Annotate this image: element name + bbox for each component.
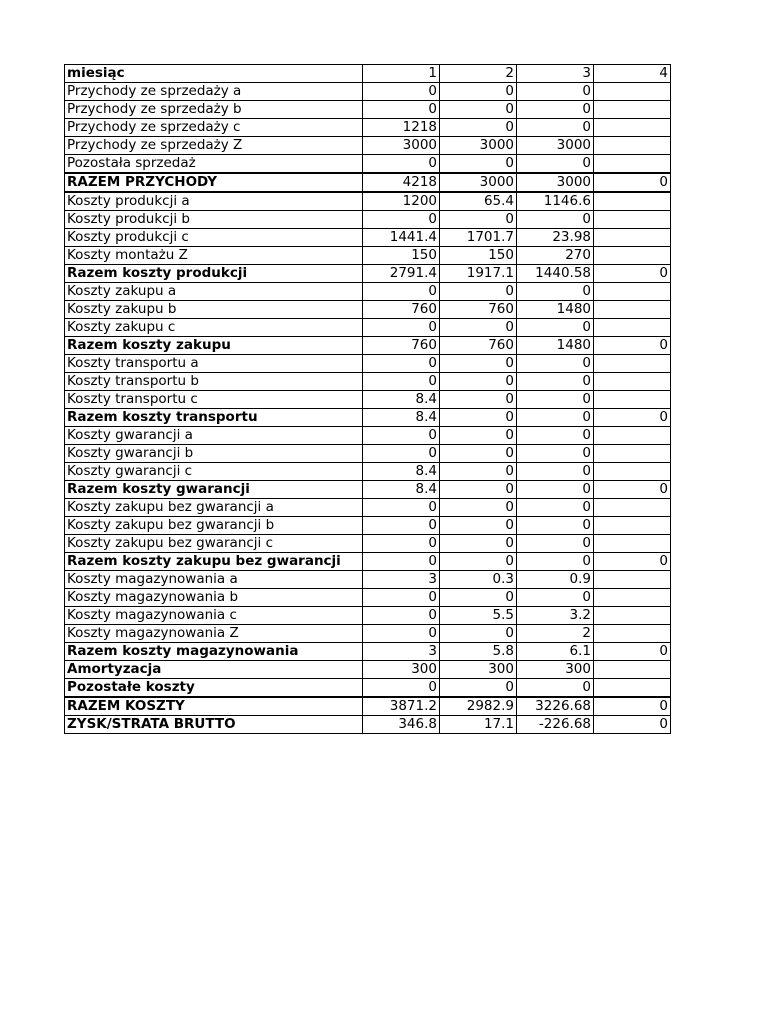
table-row bbox=[65, 571, 671, 589]
cell-month-1: 1200 bbox=[363, 192, 440, 211]
cell-month-3: 0 bbox=[517, 119, 594, 137]
table-row bbox=[65, 517, 671, 535]
cell-month-3: 270 bbox=[517, 247, 594, 265]
cell-month-3: -226.68 bbox=[517, 716, 594, 734]
cell-month-1: 1441.4 bbox=[363, 229, 440, 247]
cell-month-4 bbox=[594, 391, 671, 409]
table-row bbox=[65, 409, 671, 427]
row-label: Koszty zakupu bez gwarancji b bbox=[65, 517, 363, 535]
cell-month-1: 3000 bbox=[363, 137, 440, 155]
cell-month-4: 4 bbox=[594, 65, 671, 83]
cell-month-4 bbox=[594, 373, 671, 391]
table-row bbox=[65, 173, 671, 192]
cell-month-3: 0.9 bbox=[517, 571, 594, 589]
cell-month-3: 0 bbox=[517, 83, 594, 101]
cell-month-2: 0 bbox=[440, 101, 517, 119]
cell-month-4 bbox=[594, 625, 671, 643]
table-row bbox=[65, 155, 671, 174]
cell-month-3: 300 bbox=[517, 661, 594, 679]
table-row bbox=[65, 716, 671, 734]
row-label: Razem koszty gwarancji bbox=[65, 481, 363, 499]
cell-month-1: 346.8 bbox=[363, 716, 440, 734]
cell-month-2: 0 bbox=[440, 481, 517, 499]
cell-month-4: 0 bbox=[594, 337, 671, 355]
financial-table bbox=[64, 64, 671, 734]
cell-month-1: 150 bbox=[363, 247, 440, 265]
cell-month-4 bbox=[594, 211, 671, 229]
cell-month-2: 760 bbox=[440, 337, 517, 355]
row-label: Koszty transportu c bbox=[65, 391, 363, 409]
cell-month-3: 1480 bbox=[517, 301, 594, 319]
cell-month-3: 23.98 bbox=[517, 229, 594, 247]
cell-month-4 bbox=[594, 319, 671, 337]
cell-month-3: 0 bbox=[517, 499, 594, 517]
row-label: Koszty zakupu bez gwarancji a bbox=[65, 499, 363, 517]
cell-month-1: 0 bbox=[363, 517, 440, 535]
cell-month-2: 3000 bbox=[440, 137, 517, 155]
row-label: Razem koszty magazynowania bbox=[65, 643, 363, 661]
cell-month-3: 0 bbox=[517, 445, 594, 463]
cell-month-4: 0 bbox=[594, 409, 671, 427]
row-label: Koszty magazynowania Z bbox=[65, 625, 363, 643]
cell-month-2: 17.1 bbox=[440, 716, 517, 734]
cell-month-4 bbox=[594, 589, 671, 607]
cell-month-1: 0 bbox=[363, 373, 440, 391]
cell-month-3: 0 bbox=[517, 535, 594, 553]
cell-month-4: 0 bbox=[594, 265, 671, 283]
cell-month-4: 0 bbox=[594, 643, 671, 661]
table-row bbox=[65, 283, 671, 301]
cell-month-4 bbox=[594, 355, 671, 373]
cell-month-3: 0 bbox=[517, 391, 594, 409]
cell-month-3: 0 bbox=[517, 409, 594, 427]
cell-month-4: 0 bbox=[594, 481, 671, 499]
cell-month-3: 1480 bbox=[517, 337, 594, 355]
cell-month-1: 0 bbox=[363, 445, 440, 463]
cell-month-1: 0 bbox=[363, 589, 440, 607]
cell-month-1: 0 bbox=[363, 83, 440, 101]
cell-month-2: 0 bbox=[440, 427, 517, 445]
cell-month-2: 0 bbox=[440, 119, 517, 137]
row-label: RAZEM KOSZTY bbox=[65, 697, 363, 716]
cell-month-2: 150 bbox=[440, 247, 517, 265]
cell-month-2: 0.3 bbox=[440, 571, 517, 589]
row-label: Koszty zakupu bez gwarancji c bbox=[65, 535, 363, 553]
table-row bbox=[65, 355, 671, 373]
table-row bbox=[65, 697, 671, 716]
table-row bbox=[65, 301, 671, 319]
cell-month-3: 1440.58 bbox=[517, 265, 594, 283]
cell-month-2: 0 bbox=[440, 373, 517, 391]
table-row bbox=[65, 319, 671, 337]
cell-month-2: 0 bbox=[440, 463, 517, 481]
cell-month-4 bbox=[594, 607, 671, 625]
row-label: Koszty magazynowania c bbox=[65, 607, 363, 625]
row-label: Amortyzacja bbox=[65, 661, 363, 679]
cell-month-2: 5.8 bbox=[440, 643, 517, 661]
table-row bbox=[65, 643, 671, 661]
cell-month-2: 1701.7 bbox=[440, 229, 517, 247]
cell-month-2: 0 bbox=[440, 391, 517, 409]
table-row bbox=[65, 247, 671, 265]
row-label: Koszty montażu Z bbox=[65, 247, 363, 265]
table-row bbox=[65, 445, 671, 463]
cell-month-1: 0 bbox=[363, 355, 440, 373]
cell-month-2: 0 bbox=[440, 553, 517, 571]
cell-month-4 bbox=[594, 283, 671, 301]
cell-month-1: 8.4 bbox=[363, 481, 440, 499]
cell-month-4 bbox=[594, 463, 671, 481]
table-row bbox=[65, 499, 671, 517]
row-label: ZYSK/STRATA BRUTTO bbox=[65, 716, 363, 734]
cell-month-1: 0 bbox=[363, 155, 440, 174]
table-row bbox=[65, 391, 671, 409]
table-row bbox=[65, 83, 671, 101]
cell-month-1: 4218 bbox=[363, 173, 440, 192]
cell-month-1: 8.4 bbox=[363, 409, 440, 427]
table-row bbox=[65, 192, 671, 211]
cell-month-3: 3000 bbox=[517, 137, 594, 155]
cell-month-3: 3000 bbox=[517, 173, 594, 192]
cell-month-3: 0 bbox=[517, 373, 594, 391]
cell-month-3: 0 bbox=[517, 679, 594, 698]
cell-month-2: 0 bbox=[440, 679, 517, 698]
table-row bbox=[65, 137, 671, 155]
row-label: Koszty gwarancji c bbox=[65, 463, 363, 481]
cell-month-4: 0 bbox=[594, 697, 671, 716]
cell-month-2: 3000 bbox=[440, 173, 517, 192]
cell-month-1: 0 bbox=[363, 553, 440, 571]
row-label: Koszty magazynowania a bbox=[65, 571, 363, 589]
row-label: RAZEM PRZYCHODY bbox=[65, 173, 363, 192]
cell-month-3: 0 bbox=[517, 211, 594, 229]
cell-month-1: 1218 bbox=[363, 119, 440, 137]
row-label: Razem koszty transportu bbox=[65, 409, 363, 427]
cell-month-4 bbox=[594, 517, 671, 535]
cell-month-3: 2 bbox=[517, 625, 594, 643]
cell-month-1: 0 bbox=[363, 211, 440, 229]
cell-month-4 bbox=[594, 535, 671, 553]
cell-month-4 bbox=[594, 301, 671, 319]
table-body bbox=[65, 65, 671, 734]
row-label: Pozostałe koszty bbox=[65, 679, 363, 698]
cell-month-4: 0 bbox=[594, 173, 671, 192]
cell-month-3: 0 bbox=[517, 101, 594, 119]
cell-month-2: 0 bbox=[440, 83, 517, 101]
cell-month-4: 0 bbox=[594, 716, 671, 734]
cell-month-3: 0 bbox=[517, 155, 594, 174]
cell-month-4 bbox=[594, 427, 671, 445]
table-row bbox=[65, 337, 671, 355]
cell-month-2: 0 bbox=[440, 499, 517, 517]
row-label: Razem koszty zakupu bbox=[65, 337, 363, 355]
cell-month-1: 0 bbox=[363, 283, 440, 301]
cell-month-1: 0 bbox=[363, 679, 440, 698]
table-row bbox=[65, 463, 671, 481]
cell-month-1: 0 bbox=[363, 101, 440, 119]
table-row bbox=[65, 481, 671, 499]
table-row bbox=[65, 553, 671, 571]
table-row bbox=[65, 101, 671, 119]
cell-month-1: 0 bbox=[363, 625, 440, 643]
cell-month-2: 65.4 bbox=[440, 192, 517, 211]
cell-month-1: 0 bbox=[363, 607, 440, 625]
cell-month-2: 0 bbox=[440, 445, 517, 463]
cell-month-4 bbox=[594, 247, 671, 265]
cell-month-4 bbox=[594, 571, 671, 589]
cell-month-2: 0 bbox=[440, 319, 517, 337]
cell-month-3: 3 bbox=[517, 65, 594, 83]
table-row bbox=[65, 229, 671, 247]
cell-month-1: 3 bbox=[363, 571, 440, 589]
cell-month-1: 3871.2 bbox=[363, 697, 440, 716]
cell-month-3: 6.1 bbox=[517, 643, 594, 661]
cell-month-1: 8.4 bbox=[363, 391, 440, 409]
cell-month-3: 1146.6 bbox=[517, 192, 594, 211]
cell-month-4 bbox=[594, 192, 671, 211]
cell-month-1: 1 bbox=[363, 65, 440, 83]
row-label: Koszty produkcji c bbox=[65, 229, 363, 247]
cell-month-1: 2791.4 bbox=[363, 265, 440, 283]
row-label: Koszty magazynowania b bbox=[65, 589, 363, 607]
cell-month-4 bbox=[594, 83, 671, 101]
cell-month-4 bbox=[594, 155, 671, 174]
cell-month-3: 0 bbox=[517, 427, 594, 445]
cell-month-3: 0 bbox=[517, 283, 594, 301]
cell-month-4 bbox=[594, 101, 671, 119]
row-label: Koszty zakupu c bbox=[65, 319, 363, 337]
cell-month-2: 0 bbox=[440, 517, 517, 535]
cell-month-4 bbox=[594, 445, 671, 463]
cell-month-3: 0 bbox=[517, 553, 594, 571]
cell-month-4: 0 bbox=[594, 553, 671, 571]
row-label: Koszty zakupu a bbox=[65, 283, 363, 301]
cell-month-1: 760 bbox=[363, 301, 440, 319]
row-label: Razem koszty zakupu bez gwarancji bbox=[65, 553, 363, 571]
cell-month-3: 3.2 bbox=[517, 607, 594, 625]
cell-month-1: 0 bbox=[363, 319, 440, 337]
cell-month-3: 0 bbox=[517, 481, 594, 499]
cell-month-2: 0 bbox=[440, 535, 517, 553]
row-label: Koszty gwarancji b bbox=[65, 445, 363, 463]
cell-month-2: 0 bbox=[440, 625, 517, 643]
row-label: Koszty gwarancji a bbox=[65, 427, 363, 445]
cell-month-4 bbox=[594, 119, 671, 137]
cell-month-2: 300 bbox=[440, 661, 517, 679]
cell-month-3: 0 bbox=[517, 463, 594, 481]
cell-month-2: 5.5 bbox=[440, 607, 517, 625]
table-row bbox=[65, 65, 671, 83]
cell-month-2: 760 bbox=[440, 301, 517, 319]
cell-month-3: 0 bbox=[517, 517, 594, 535]
table-row bbox=[65, 211, 671, 229]
cell-month-2: 0 bbox=[440, 355, 517, 373]
cell-month-1: 300 bbox=[363, 661, 440, 679]
cell-month-2: 2982.9 bbox=[440, 697, 517, 716]
row-label: Pozostała sprzedaż bbox=[65, 155, 363, 174]
row-label: Razem koszty produkcji bbox=[65, 265, 363, 283]
cell-month-4 bbox=[594, 679, 671, 698]
cell-month-1: 0 bbox=[363, 427, 440, 445]
cell-month-4 bbox=[594, 661, 671, 679]
table-row bbox=[65, 535, 671, 553]
cell-month-2: 0 bbox=[440, 155, 517, 174]
cell-month-1: 0 bbox=[363, 535, 440, 553]
table-row bbox=[65, 607, 671, 625]
cell-month-3: 0 bbox=[517, 319, 594, 337]
cell-month-4 bbox=[594, 229, 671, 247]
table-row bbox=[65, 427, 671, 445]
cell-month-3: 0 bbox=[517, 355, 594, 373]
cell-month-1: 8.4 bbox=[363, 463, 440, 481]
table-row bbox=[65, 119, 671, 137]
row-label: Koszty produkcji a bbox=[65, 192, 363, 211]
table-row bbox=[65, 661, 671, 679]
cell-month-3: 0 bbox=[517, 589, 594, 607]
table-row bbox=[65, 265, 671, 283]
cell-month-4 bbox=[594, 137, 671, 155]
cell-month-4 bbox=[594, 499, 671, 517]
row-label: Koszty transportu a bbox=[65, 355, 363, 373]
row-label: Koszty zakupu b bbox=[65, 301, 363, 319]
cell-month-2: 1917.1 bbox=[440, 265, 517, 283]
row-label: Koszty transportu b bbox=[65, 373, 363, 391]
row-label: Przychody ze sprzedaży c bbox=[65, 119, 363, 137]
row-label: miesiąc bbox=[65, 65, 363, 83]
cell-month-2: 0 bbox=[440, 409, 517, 427]
row-label: Przychody ze sprzedaży Z bbox=[65, 137, 363, 155]
row-label: Przychody ze sprzedaży b bbox=[65, 101, 363, 119]
cell-month-2: 2 bbox=[440, 65, 517, 83]
table-row bbox=[65, 625, 671, 643]
table-row bbox=[65, 373, 671, 391]
cell-month-1: 0 bbox=[363, 499, 440, 517]
row-label: Koszty produkcji b bbox=[65, 211, 363, 229]
table-row bbox=[65, 589, 671, 607]
cell-month-1: 3 bbox=[363, 643, 440, 661]
cell-month-2: 0 bbox=[440, 589, 517, 607]
cell-month-1: 760 bbox=[363, 337, 440, 355]
row-label: Przychody ze sprzedaży a bbox=[65, 83, 363, 101]
cell-month-3: 3226.68 bbox=[517, 697, 594, 716]
cell-month-2: 0 bbox=[440, 211, 517, 229]
cell-month-2: 0 bbox=[440, 283, 517, 301]
table-row bbox=[65, 679, 671, 698]
